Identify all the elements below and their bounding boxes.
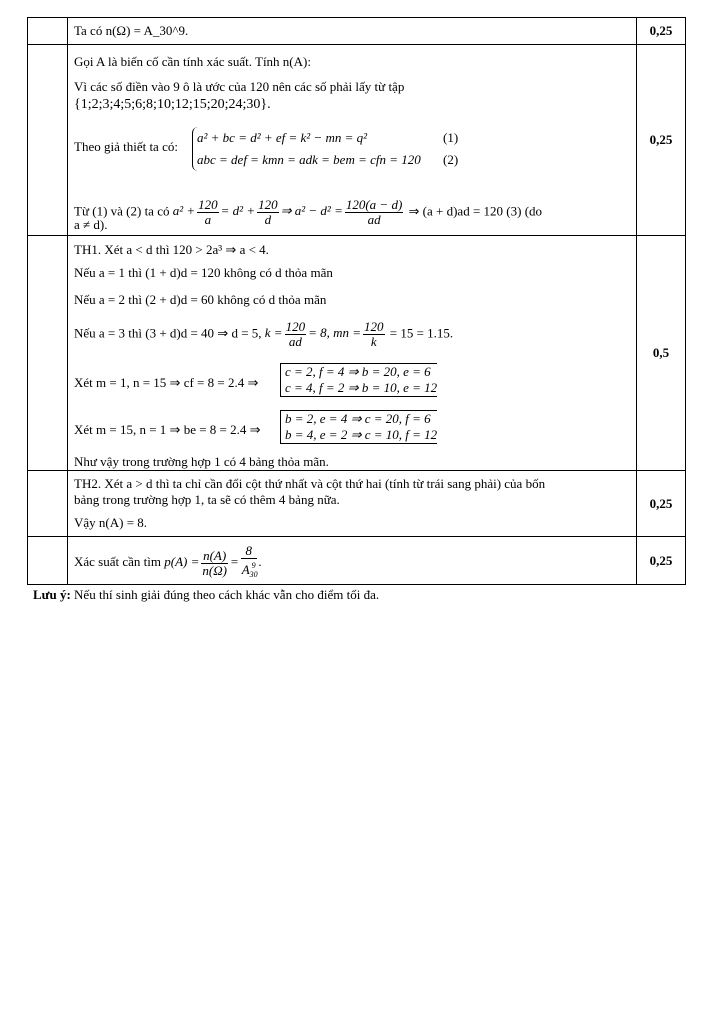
text-line: Nếu a = 2 thì (2 + d)d = 60 không có d thỏa mãn <box>74 292 327 307</box>
text-line: Theo giả thiết ta có: <box>74 139 178 154</box>
probability-line: Xác suất cần tìm p(A) = $\frac{n(A)}{n(\Omega)}$ = $\frac{8}{A_{30}^9}$ . <box>74 543 262 579</box>
equation-1: a² + bc = d² + ef = k² − mn = q² <box>197 130 368 145</box>
table-row <box>28 537 686 585</box>
probability-intro: Xác suất cần tìm <box>74 553 161 569</box>
footnote-label: Lưu ý: <box>33 587 71 602</box>
text-line: Vậy n(A) = 8. <box>74 515 148 530</box>
case-a3-result: = 15 = 1.15. <box>389 325 454 341</box>
grading-table <box>27 17 686 585</box>
case-bracket <box>280 410 437 444</box>
text-line: TH2. Xét a > d thì ta chỉ cần đổi cột thứ nhất và cột thứ hai (tính từ trái sang phải) của bốn <box>74 476 546 491</box>
derivation-intro: Từ (1) và (2) ta có <box>74 203 170 219</box>
blank-cell <box>28 471 68 537</box>
formula-line: Ta có n(Ω) = A_30^9. <box>74 23 189 38</box>
score-cell: 0,25 <box>637 471 686 537</box>
table-row <box>28 236 686 471</box>
score-cell: 0,25 <box>637 537 686 585</box>
equation-2-label: (2) <box>443 152 459 167</box>
text-line: Vì các số điền vào 9 ô là ước của 120 nên các số phải lấy từ tập <box>74 79 405 94</box>
equation-2: abc = def = kmn = adk = bem = cfn = 120 <box>197 152 421 167</box>
math-expression: a² + $\frac{120}{a}$ = d² + $\frac{120}{d}$ ⇒ a² − d² = $\frac{120(a - d)}{ad}$ <box>172 197 403 227</box>
score-cell: 0,25 <box>637 45 686 236</box>
text-line: Xét m = 1, n = 15 ⇒ cf = 8 = 2.4 ⇒ <box>74 375 259 390</box>
case-option: b = 2, e = 4 ⇒ c = 20, f = 6 <box>285 411 431 426</box>
derivation-result: ⇒ (a + d)ad = 120 (3) (do <box>408 203 543 219</box>
text-line: Gọi A là biến cố cần tính xác suất. Tính n(A): <box>74 54 311 69</box>
text-line: bảng trong trường hợp 1, ta sẽ có thêm 4 bảng nữa. <box>74 492 340 507</box>
footnote <box>33 587 379 603</box>
content-cell <box>68 537 637 585</box>
set-line: {1;2;3;4;5;6;8;10;12;15;20;24;30}. <box>74 97 271 112</box>
table-row <box>28 18 686 45</box>
blank-cell <box>28 18 68 45</box>
table-row <box>28 471 686 537</box>
blank-cell <box>28 236 68 471</box>
content-cell <box>68 45 637 236</box>
equation-1-label: (1) <box>443 130 459 145</box>
table-row <box>28 45 686 236</box>
content-cell <box>68 18 637 45</box>
case-line: Nếu a = 3 thì (3 + d)d = 40 ⇒ d = 5, k = $\frac{120}{ad}$ = 8, mn = $\frac{120}{k}$ = 15 = 1.15. <box>74 319 454 349</box>
content-cell <box>68 471 637 537</box>
case-option: c = 4, f = 2 ⇒ b = 10, e = 12 <box>285 380 438 395</box>
blank-cell <box>28 537 68 585</box>
case-a3: Nếu a = 3 thì (3 + d)d = 40 ⇒ d = 5, <box>74 325 262 341</box>
derivation-line <box>74 198 542 227</box>
blank-cell <box>28 45 68 236</box>
text-line: Như vậy trong trường hợp 1 có 4 bảng thỏa mãn. <box>74 454 329 469</box>
equation-system <box>192 127 459 171</box>
content-cell <box>68 236 637 471</box>
case-bracket <box>280 363 437 397</box>
score-cell: 0,5 <box>637 236 686 471</box>
footnote-text: Nếu thí sinh giải đúng theo cách khác vẫn cho điểm tối đa. <box>74 587 380 602</box>
text-line: a ≠ d). <box>74 217 108 232</box>
text-line: Xét m = 15, n = 1 ⇒ be = 8 = 2.4 ⇒ <box>74 422 261 437</box>
case-option: b = 4, e = 2 ⇒ c = 10, f = 12 <box>285 427 438 442</box>
text-line: TH1. Xét a < d thì 120 > 2a³ ⇒ a < 4. <box>74 242 269 257</box>
text-line: Nếu a = 1 thì (1 + d)d = 120 không có d thỏa mãn <box>74 265 333 280</box>
score-cell: 0,25 <box>637 18 686 45</box>
case-option: c = 2, f = 4 ⇒ b = 20, e = 6 <box>285 364 431 379</box>
